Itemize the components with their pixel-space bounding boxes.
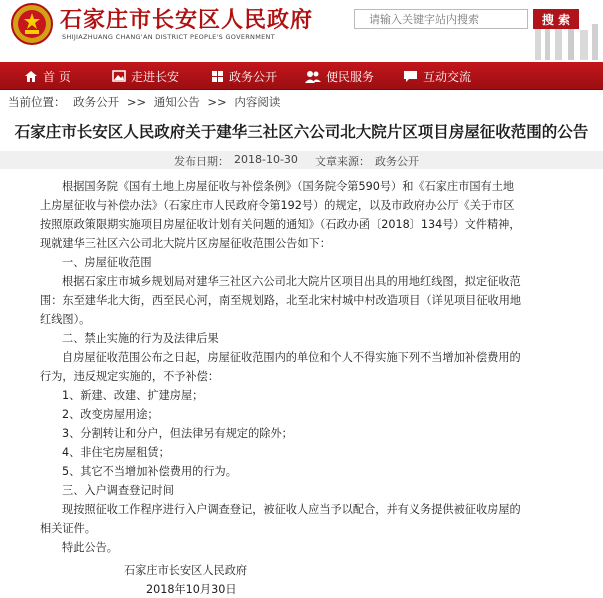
body-paragraph-line: 现按照征收工作程序进行入户调查登记，被征收人应当予以配合，并有义务提供被征收房屋的 — [62, 503, 521, 516]
list-item: 4、非住宅房屋租赁； — [62, 446, 170, 459]
article-meta — [0, 151, 603, 169]
national-emblem-icon — [10, 2, 54, 46]
section-heading: 一、房屋征收范围 — [62, 256, 152, 269]
nav-interaction-label: 互动交流 — [423, 69, 472, 84]
body-paragraph-line: 根据石家庄市城乡规划局对建华三社区六公司北大院片区项目出具的用地红线图，拟定征收范 — [62, 275, 521, 288]
body-paragraph-line: 相关证件。 — [40, 522, 96, 535]
main-nav — [0, 62, 603, 90]
breadcrumb — [8, 94, 284, 110]
body-paragraph-line: 自房屋征收范围公布之日起，房屋征收范围内的单位和个人不得实施下列不当增加补偿费用的 — [62, 351, 521, 364]
nav-gov-info[interactable] — [211, 62, 277, 90]
list-item: 3、分割转让和分户，但法律另有规定的除外； — [62, 427, 293, 440]
people-icon — [305, 70, 321, 83]
grid-icon — [211, 70, 224, 83]
breadcrumb-item-notices[interactable]: 通知公告 — [153, 95, 200, 109]
nav-interaction[interactable] — [403, 62, 471, 90]
home-icon — [24, 70, 38, 83]
search-button[interactable]: 搜 索 — [533, 9, 579, 29]
breadcrumb-item-current: 内容阅读 — [234, 95, 281, 109]
search-input[interactable] — [354, 9, 528, 29]
breadcrumb-separator: >> — [126, 95, 147, 109]
nav-about[interactable] — [112, 62, 179, 90]
body-paragraph-line: 行为，违反规定实施的，不予补偿： — [40, 370, 220, 383]
nav-home[interactable] — [24, 62, 71, 90]
nav-home-label: 首 页 — [43, 69, 71, 84]
nav-about-label: 走进长安 — [131, 69, 180, 84]
site-title: 石家庄市长安区人民政府 — [60, 7, 314, 33]
breadcrumb-label: 当前位置： — [8, 95, 66, 109]
nav-services-label: 便民服务 — [326, 69, 375, 84]
nav-services[interactable] — [305, 62, 374, 90]
body-paragraph-line: 红线图）。 — [40, 313, 91, 326]
source-label: 文章来源： — [315, 155, 370, 168]
body-paragraph-line: 上房屋征收与补偿办法》（石家庄市人民政府令第192号）的规定，以及市政府办公厅《关于市区 — [40, 199, 515, 212]
body-paragraph-line: 现就建华三社区六公司北大院片区房屋征收范围公告如下： — [40, 237, 331, 250]
nav-gov-info-label: 政务公开 — [229, 69, 278, 84]
breadcrumb-separator: >> — [207, 95, 227, 109]
list-item: 2、改变房屋用途； — [62, 408, 159, 421]
article-title: 石家庄市长安区人民政府关于建华三社区六公司北大院片区项目房屋征收范围的公告 — [14, 122, 589, 141]
signature-date: 2018年10月30日 — [146, 583, 237, 596]
site-subtitle: SHIJIAZHUANG CHANG'AN DISTRICT PEOPLE'S GOVERNMENT — [62, 33, 275, 41]
section-heading: 二、禁止实施的行为及法律后果 — [62, 332, 219, 345]
signature-issuer: 石家庄市长安区人民政府 — [124, 564, 248, 577]
publish-date: 2018-10-30 — [234, 153, 298, 166]
publish-date-label: 发布日期： — [174, 155, 229, 168]
closing-line: 特此公告。 — [62, 541, 118, 554]
body-paragraph-line: 按照原政策限期实施项目房屋征收计划有关问题的通知》（石政办函〔2018〕134号）文件精神， — [40, 218, 521, 231]
site-header — [0, 0, 603, 60]
source-value: 政务公开 — [375, 155, 419, 168]
list-item: 5、其它不当增加补偿费用的行为。 — [62, 465, 237, 478]
list-item: 1、新建、改建、扩建房屋； — [62, 389, 204, 402]
body-paragraph-line: 根据国务院《国有土地上房屋征收与补偿条例》（国务院令第590号）和《石家庄市国有土地 — [62, 180, 515, 193]
breadcrumb-item-gov-info[interactable]: 政务公开 — [73, 95, 120, 109]
body-paragraph-line: 围：东至建华北大街，西至民心河，南至规划路，北至北宋村城中村改造项目（详见项目征收用地 — [40, 294, 522, 307]
section-heading: 三、入户调查登记时间 — [62, 484, 174, 497]
picture-icon — [112, 70, 126, 82]
chat-icon — [403, 70, 418, 83]
